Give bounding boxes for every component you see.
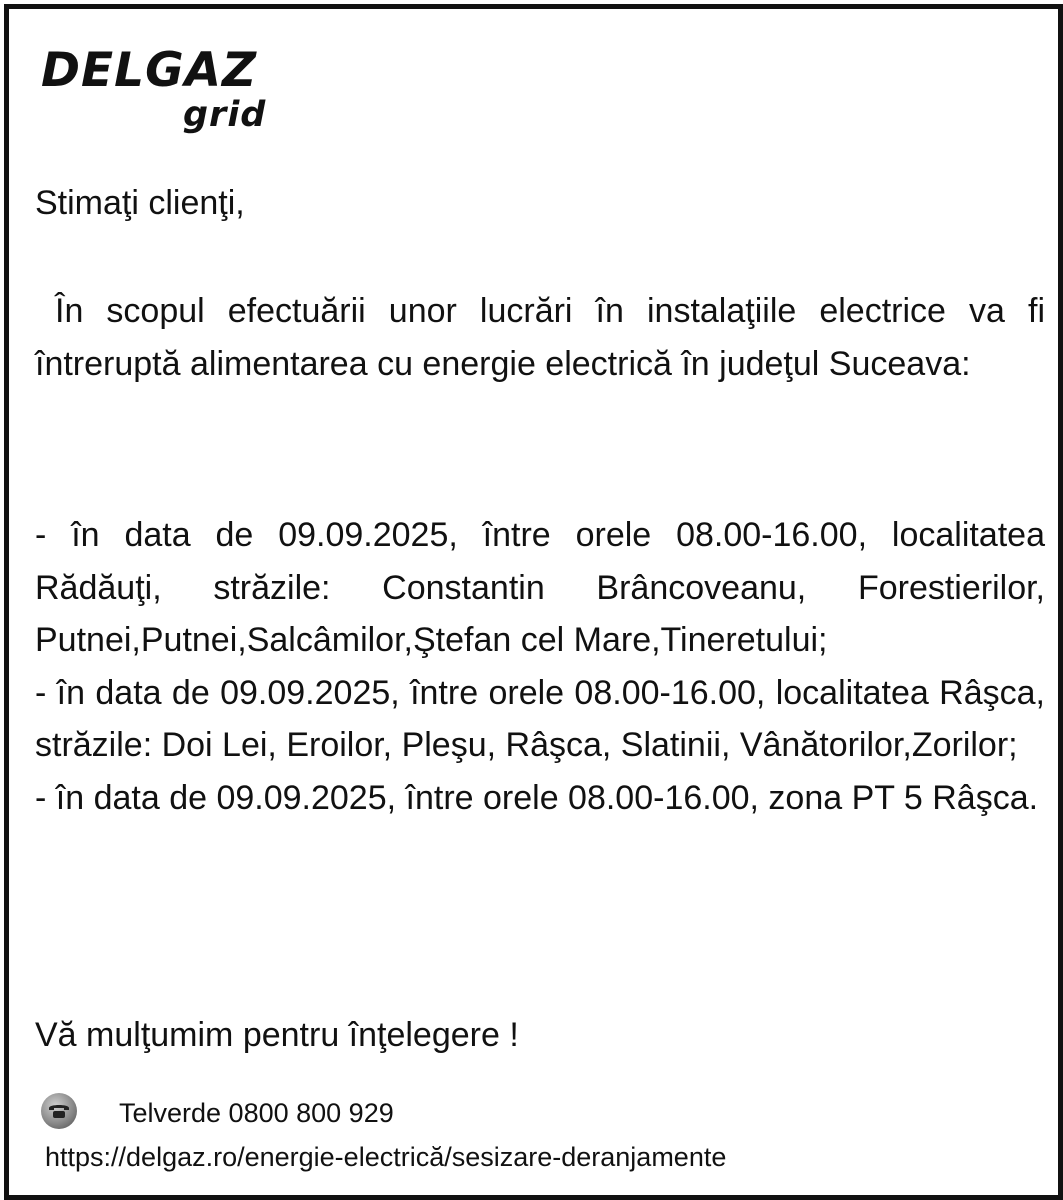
outage-item: - în data de 09.09.2025, între orele 08.00-16.00, localitatea Râşca, străzile: Doi Lei, Eroilor, Pleşu, Râşca, Slatinii, Vânătorilor,Zorilor;: [35, 673, 1045, 764]
thanks-text: Vă mulţumim pentru înţelegere !: [35, 1016, 519, 1054]
phone-contact: [41, 1093, 641, 1133]
phone-number-text: Telverde 0800 800 929: [119, 1098, 394, 1128]
logo-brand: DELGAZ: [41, 43, 258, 98]
intro-paragraph: În scopul efectuării unor lucrări în instalaţiile electrice va fi întreruptă alimentarea cu energie electrică în judeţul Suceava:: [35, 292, 1045, 383]
delgaz-grid-logo: [41, 45, 281, 137]
outage-list: [35, 509, 1045, 824]
notice-frame: [4, 4, 1063, 1200]
logo-sub: grid: [183, 95, 267, 135]
outage-item: - în data de 09.09.2025, între orele 08.00-16.00, zona PT 5 Râşca.: [35, 778, 1039, 817]
greeting: Stimaţi clienţi,: [35, 184, 245, 222]
phone-icon: [41, 1093, 77, 1129]
outage-item: - în data de 09.09.2025, între orele 08.00-16.00, localitatea Rădăuţi, străzile: Constantin Brâncoveanu, Forestierilor, Putnei,Putnei,Salcâmilor,Ştefan cel Mare,Tineretului;: [35, 516, 1045, 659]
report-url-link[interactable]: https://delgaz.ro/energie-electrică/sesizare-deranjamente: [45, 1142, 727, 1172]
